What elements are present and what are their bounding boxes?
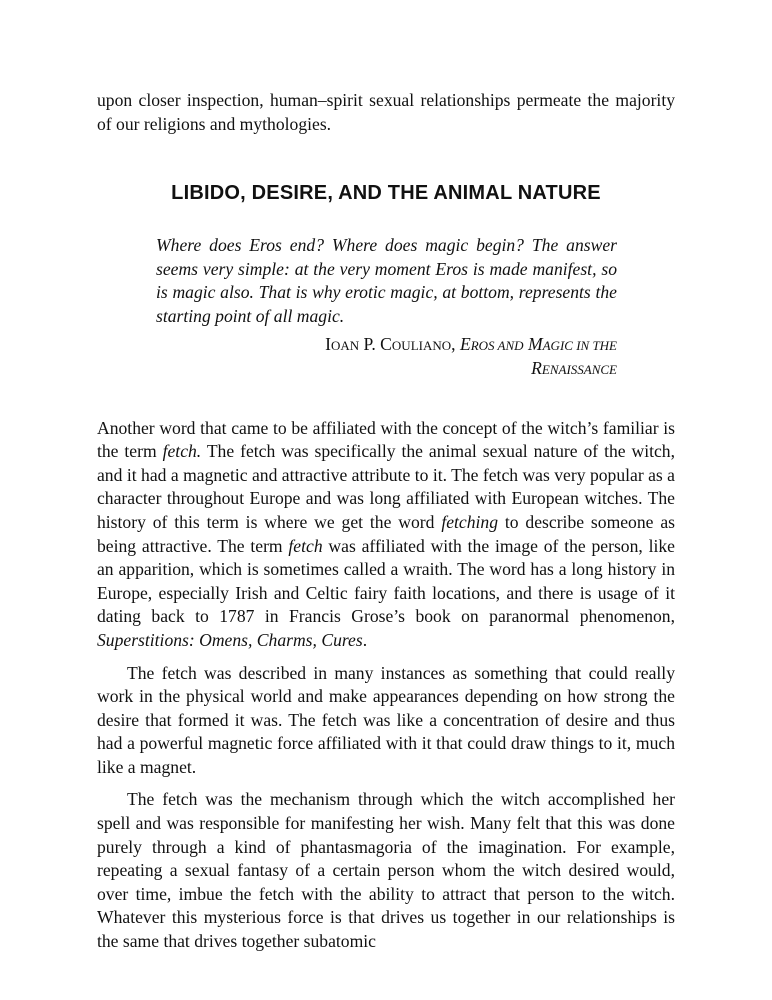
work-part-enaissance: ENAISSANCE — [541, 361, 617, 377]
opening-paragraph: upon closer inspection, human–spirit sexual relationships permeate the majority of our religions and mythologies. — [97, 90, 675, 134]
section-heading: LIBIDO, DESIRE, AND THE ANIMAL NATURE — [171, 182, 601, 205]
body-paragraph-2: The fetch was described in many instances as something that could really work in the physical world and make appearances depending on how strong the desire that formed it was. The fetch was like a concentration of desire and thus had a powerful magnetic force affiliated with it that could draw things to it, much like a magnet. — [97, 662, 675, 777]
p1-text-1: Another word that came to be affiliated with the concept of the witch’s familiar is the term — [97, 417, 675, 462]
work-initial-e: E — [459, 333, 471, 354]
body-paragraph-1 — [97, 417, 675, 653]
book-page — [97, 89, 675, 954]
p1-italic-fetch-2: fetch — [288, 535, 323, 556]
epigraph-attribution — [156, 333, 617, 381]
author-initial-i: I — [325, 333, 331, 354]
p1-text-3: to describe someone as being attractive. The term — [97, 511, 675, 556]
work-part-ros: ROS AND — [470, 337, 524, 353]
p1-text-4: was affiliated with the image of the person, like an apparition, which is sometimes called a wraith. The word has a long history in Europe, especially Irish and Celtic fairy faith locations, and there is usage of it dating back to 1787 in Francis Grose’s book on paranormal phenomenon, — [97, 535, 675, 627]
p1-italic-fetching: fetching — [441, 511, 498, 532]
work-initial-m: M — [527, 333, 543, 354]
attribution-comma: , — [451, 333, 460, 354]
author-initial-c: C — [380, 333, 392, 354]
body-paragraph-3: The fetch was the mechanism through which the witch accomplished her spell and was responsible for manifesting her wish. Many felt that this was done purely through a kind of phantasmagoria of the imagination. For example, repeating a sexual fantasy of a certain person whom the witch desired would, over time, imbue the fetch with the ability to attract that person to the witch. Whatever this mysterious force is that drives us together in our relationships is the same that drives together subatomic — [97, 789, 675, 952]
author-last-rest: OULIANO — [391, 337, 452, 353]
p1-text-2: The fetch was specifically the animal sexual nature of the witch, and it had a magnetic and attractive attribute to it. The fetch was very popular as a character throughout Europe and was long affiliated with European witches. The history of this term is where we get the word — [97, 441, 675, 532]
work-initial-r: R — [531, 357, 542, 378]
epigraph — [156, 234, 617, 380]
epigraph-quote: Where does Eros end? Where does magic begin? The answer seems very simple: at the very moment Eros is made manifest, so is magic also. That is why erotic magic, at bottom, represents the starting point of all magic. — [156, 235, 617, 326]
work-part-agic: AGIC IN THE — [542, 337, 617, 353]
p1-italic-book-title: Superstitions: Omens, Charms, Cures — [97, 629, 363, 650]
author-middle: P. — [359, 333, 381, 354]
author-first-rest: OAN — [330, 337, 360, 353]
p1-italic-fetch: fetch. — [162, 441, 202, 462]
work-title — [460, 334, 617, 378]
p1-text-5: . — [362, 629, 368, 650]
